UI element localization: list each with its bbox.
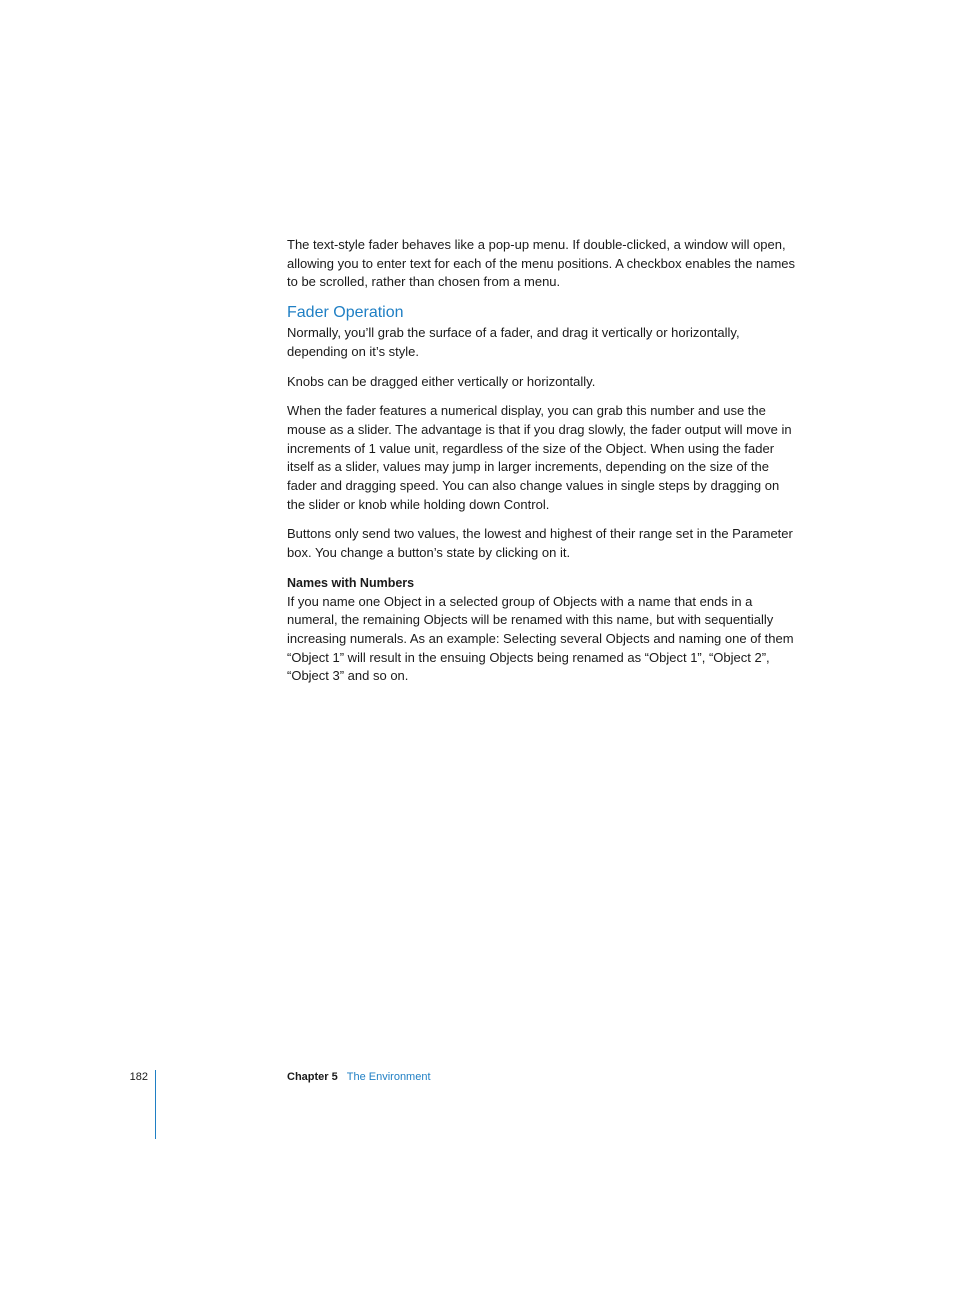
chapter-label: Chapter 5 [287,1071,338,1083]
chapter-title: The Environment [346,1071,431,1083]
paragraph-dragging: Normally, you’ll grab the surface of a fader, and drag it vertically or horizontally, depending on it’s style. [287,325,740,359]
paragraph-knobs: Knobs can be dragged either vertically or horizontally. [287,373,596,389]
paragraph-numerical-display: When the fader features a numerical display, you can grab this number and use the mouse as a slider. The advantage is that if you drag slowly, the fader output will move in increments of 1 value unit, regardless of the size of the Object. When using the fader itself as a slider, values may jump in larger increments, depending on the size of the fader and dragging speed. You can also change values in single steps by dragging on the slider or knob while holding down Control. [287,403,792,512]
paragraph-buttons: Buttons only send two values, the lowest and highest of their range set in the Parameter box. You change a button’s state by clicking on it. [287,526,793,561]
page-number: 182 [129,1071,148,1083]
footer-chapter [287,1070,431,1084]
paragraph-names-with-numbers: If you name one Object in a selected group of Objects with a name that ends in a numeral, the remaining Objects will be renamed with this name, but with sequentially increasing numerals. As an example: Selecting several Objects and naming one of them “Object 1” will result in the ensuing Objects being renamed as “Object 1”, “Object 2”, “Object 3” and so on. [287,593,794,684]
page-content [287,236,799,697]
subheading: Names with Numbers [287,575,415,590]
intro-paragraph: The text-style fader behaves like a pop-up menu. If double-clicked, a window will open, allowing you to enter text for each of the menu positions. A checkbox enables the names to be scrolled, rather than chosen from a menu. [287,237,796,290]
section-heading: Fader Operation [287,304,404,322]
footer-divider [155,1070,156,1139]
